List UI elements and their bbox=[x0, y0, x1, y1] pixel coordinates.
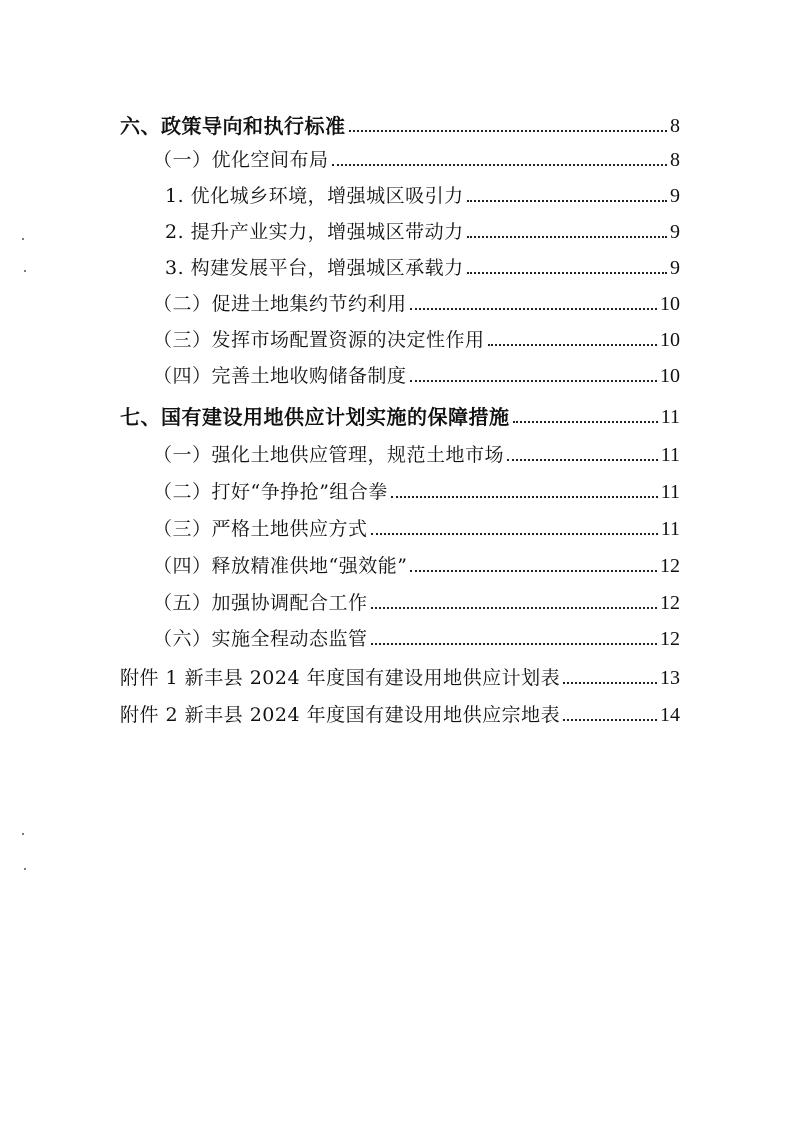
toc-entry-title: 附件 1 新丰县 2024 年度国有建设用地供应计划表 bbox=[120, 667, 561, 689]
toc-entry[interactable] bbox=[153, 511, 680, 541]
toc-entry[interactable] bbox=[165, 214, 680, 244]
toc-page-number: 8 bbox=[670, 115, 680, 137]
toc-entry-title: 六、政策导向和执行标准 bbox=[120, 114, 346, 138]
toc-entry-title: （三）发挥市场配置资源的决定性作用 bbox=[153, 329, 485, 351]
toc-page-number: 11 bbox=[660, 518, 680, 540]
toc-dot-leader bbox=[349, 130, 668, 132]
toc-entry[interactable] bbox=[153, 621, 680, 651]
toc-dot-leader bbox=[332, 164, 667, 166]
toc-entry[interactable] bbox=[153, 474, 680, 504]
toc-page-number: 11 bbox=[660, 444, 680, 466]
toc-dot-leader bbox=[488, 344, 657, 346]
toc-page-number: 12 bbox=[660, 628, 680, 650]
toc-entry-title: （五）加强协调配合工作 bbox=[153, 592, 368, 614]
toc-entry-title: 2. 提升产业实力，增强城区带动力 bbox=[165, 221, 464, 243]
toc-dot-leader bbox=[410, 570, 657, 572]
toc-page-number: 13 bbox=[660, 667, 680, 689]
toc-page-number: 9 bbox=[670, 221, 680, 243]
toc-dot-leader bbox=[371, 533, 658, 535]
toc-entry[interactable] bbox=[153, 286, 680, 316]
scan-speck bbox=[24, 270, 26, 272]
scan-speck bbox=[24, 868, 26, 870]
toc-page-number: 9 bbox=[670, 185, 680, 207]
scan-speck bbox=[22, 833, 24, 835]
toc-dot-leader bbox=[467, 272, 667, 274]
toc-entry-title: 1. 优化城乡环境，增强城区吸引力 bbox=[165, 185, 464, 207]
toc-page-number: 12 bbox=[660, 592, 680, 614]
toc-page-number: 11 bbox=[660, 406, 680, 428]
toc-entry[interactable] bbox=[153, 548, 680, 578]
scan-speck bbox=[22, 238, 24, 240]
toc-entry[interactable] bbox=[120, 697, 680, 727]
toc-entry-title: （四）完善土地收购储备制度 bbox=[153, 365, 407, 387]
toc-page-number: 9 bbox=[670, 257, 680, 279]
toc-dot-leader bbox=[563, 682, 657, 684]
toc-entry-title: （三）严格土地供应方式 bbox=[153, 518, 368, 540]
toc-dot-leader bbox=[391, 496, 658, 498]
toc-entry-title: （一）优化空间布局 bbox=[153, 149, 329, 171]
toc-page-number: 12 bbox=[660, 555, 680, 577]
toc-entry-title: 附件 2 新丰县 2024 年度国有建设用地供应宗地表 bbox=[120, 704, 561, 726]
toc-page-number: 14 bbox=[660, 704, 680, 726]
toc-page-number: 11 bbox=[660, 481, 680, 503]
toc-dot-leader bbox=[410, 380, 657, 382]
toc-entry-title: （四）释放精准供地“强效能” bbox=[153, 555, 408, 577]
toc-entry[interactable] bbox=[153, 322, 680, 352]
toc-entry-title: 3. 构建发展平台，增强城区承载力 bbox=[165, 257, 464, 279]
toc-entry[interactable] bbox=[153, 142, 680, 172]
toc-dot-leader bbox=[563, 719, 657, 721]
toc-page-number: 8 bbox=[670, 149, 680, 171]
toc-dot-leader bbox=[513, 421, 658, 423]
toc-entry[interactable] bbox=[120, 108, 680, 138]
toc-entry[interactable] bbox=[165, 250, 680, 280]
toc-entry-title: （一）强化土地供应管理，规范土地市场 bbox=[153, 444, 505, 466]
toc-entry-title: （六）实施全程动态监管 bbox=[153, 628, 368, 650]
toc-page-number: 10 bbox=[660, 293, 680, 315]
toc-dot-leader bbox=[371, 607, 657, 609]
toc-entry[interactable] bbox=[120, 660, 680, 690]
toc-dot-leader bbox=[467, 200, 667, 202]
toc-dot-leader bbox=[371, 643, 657, 645]
toc-dot-leader bbox=[467, 236, 667, 238]
toc-entry-title: 七、国有建设用地供应计划实施的保障措施 bbox=[120, 405, 510, 429]
toc-entry[interactable] bbox=[165, 178, 680, 208]
toc-entry[interactable] bbox=[153, 437, 680, 467]
toc-page-number: 10 bbox=[660, 365, 680, 387]
toc-entry[interactable] bbox=[153, 585, 680, 615]
toc-entry-title: （二）打好“争挣抢”组合拳 bbox=[153, 481, 388, 503]
toc-entry[interactable] bbox=[153, 358, 680, 388]
toc-dot-leader bbox=[507, 459, 658, 461]
toc-entry-title: （二）促进土地集约节约利用 bbox=[153, 293, 407, 315]
toc-entry[interactable] bbox=[120, 399, 680, 429]
toc-page-number: 10 bbox=[660, 329, 680, 351]
toc-dot-leader bbox=[410, 308, 657, 310]
